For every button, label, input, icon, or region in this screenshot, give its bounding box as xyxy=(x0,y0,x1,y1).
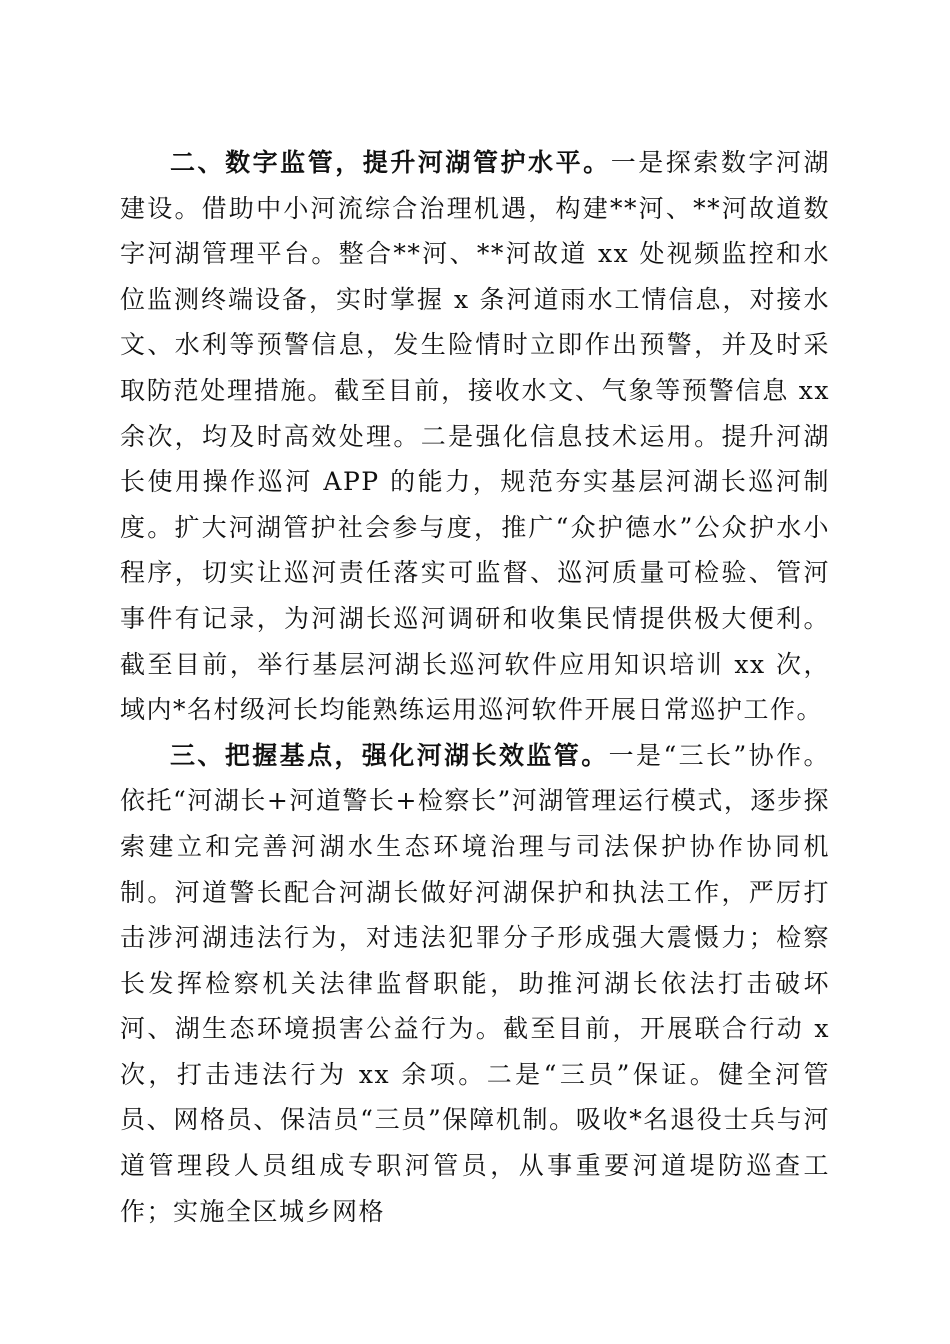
section-two-heading: 二、数字监管，提升河湖管护水平。 xyxy=(170,148,611,177)
section-three-paragraph xyxy=(120,733,830,1235)
section-three-text: 一是“三长”协作。依托“河湖长+河道警长+检察长”河湖管理运行模式，逐步探索建立和完善河湖水生态环境治理与司法保护协作协同机制。河道警长配合河湖长做好河湖保护和执法工作，严厉打击涉河湖违法行为，对违法犯罪分子形成强大震慑力；检察长发挥检察机关法律监督职能，助推河湖长依法打击破坏河、湖生态环境损害公益行为。截至目前，开展联合行动 x 次，打击违法行为 xx 余项。二是“三员”保证。健全河管员、网格员、保洁员“三员”保障机制。吸收*名退役士兵与河道管理段人员组成专职河管员，从事重要河道堤防巡查工作；实施全区城乡网格 xyxy=(120,740,830,1226)
section-three-heading: 三、把握基点，强化河湖长效监管。 xyxy=(170,740,609,770)
document-body xyxy=(120,140,830,1234)
section-two-text: 一是探索数字河湖建设。借助中小河流综合治理机遇，构建**河、**河故道数字河湖管理平台。整合**河、**河故道 xx 处视频监控和水位监测终端设备，实时掌握 x 条河道雨水工情信息，对接水文、水利等预警信息，发生险情时立即作出预警，并及时采取防范处理措施。截至目前，接收水文、气象等预警信息 xx 余次，均及时高效处理。二是强化信息技术运用。提升河湖长使用操作巡河 APP 的能力，规范夯实基层河湖长巡河制度。扩大河湖管护社会参与度，推广“众护德水”公众护水小程序，切实让巡河责任落实可监督、巡河质量可检验、管河事件有记录，为河湖长巡河调研和收集民情提供极大便利。截至目前，举行基层河湖长巡河软件应用知识培训 xx 次，域内*名村级河长均能熟练运用巡河软件开展日常巡护工作。 xyxy=(120,148,830,725)
section-two-paragraph xyxy=(120,140,830,733)
